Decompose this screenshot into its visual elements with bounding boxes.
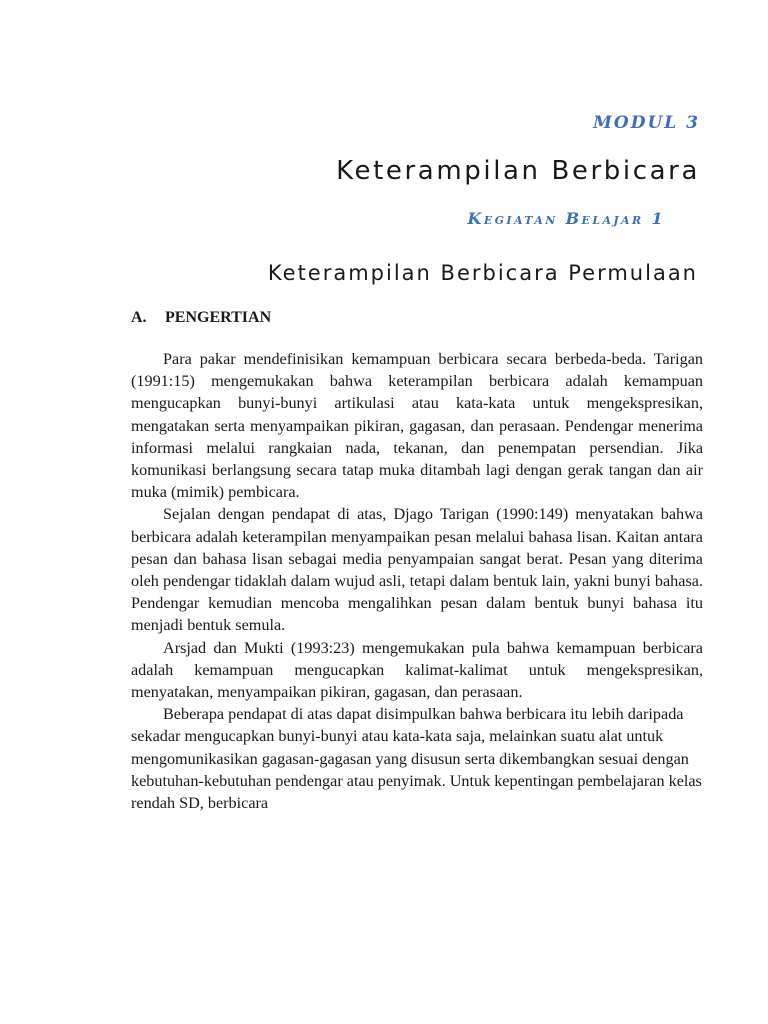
- section-number: A.: [131, 309, 147, 326]
- paragraph: Beberapa pendapat di atas dapat disimpulkan bahwa berbicara itu lebih daripada sekadar mengucapkan bunyi-bunyi atau kata-kata saja, melainkan suatu alat untuk mengomunikasikan gagasan-gagasan yang disusun serta dikembangkan sesuai dengan kebutuhan-kebutuhan pendengar atau penyimak. Untuk kepentingan pembelajaran kelas rendah SD, berbicara: [131, 705, 702, 813]
- section-title: PENGERTIAN: [165, 309, 272, 326]
- body-text: [131, 348, 703, 814]
- paragraph: Sejalan dengan pendapat di atas, Djago Tarigan (1990:149) menyatakan bahwa berbicara adalah keterampilan menyampaikan pesan melalui bahasa lisan. Kaitan antara pesan dan bahasa lisan sebagai media penyampaian sangat berat. Pesan yang diterima oleh pendengar tidaklah dalam wujud asli, tetapi dalam bentuk lain, yakni bunyi bahasa. Pendengar kemudian mencoba mengalihkan pesan dalam bentuk bunyi bahasa itu menjadi bentuk semula.: [131, 505, 703, 635]
- paragraph: Para pakar mendefinisikan kemampuan berbicara secara berbeda-beda. Tarigan (1991:15) mengemukakan bahwa keterampilan berbicara adalah kemampuan mengucapkan bunyi-bunyi artikulasi atau kata-kata untuk mengekspresikan, mengatakan serta menyampaikan pikiran, gagasan, dan perasaan. Pendengar menerima informasi melalui rangkaian nada, tekanan, dan penempatan persendian. Jika komunikasi berlangsung secara tatap muka ditambah lagi dengan gerak tangan dan air muka (mimik) pembicara.: [131, 350, 703, 502]
- section-heading: [131, 309, 271, 327]
- activity-label: Kegiatan Belajar 1: [467, 209, 665, 228]
- chapter-title: Keterampilan Berbicara: [336, 156, 700, 186]
- section-subtitle: Keterampilan Berbicara Permulaan: [267, 261, 698, 285]
- paragraph: Arsjad dan Mukti (1993:23) mengemukakan pula bahwa kemampuan berbicara adalah kemampuan mengucapkan kalimat-kalimat untuk mengekspresikan, menyatakan, menyampaikan pikiran, gagasan, dan perasaan.: [131, 638, 703, 702]
- module-label: MODUL 3: [593, 113, 700, 133]
